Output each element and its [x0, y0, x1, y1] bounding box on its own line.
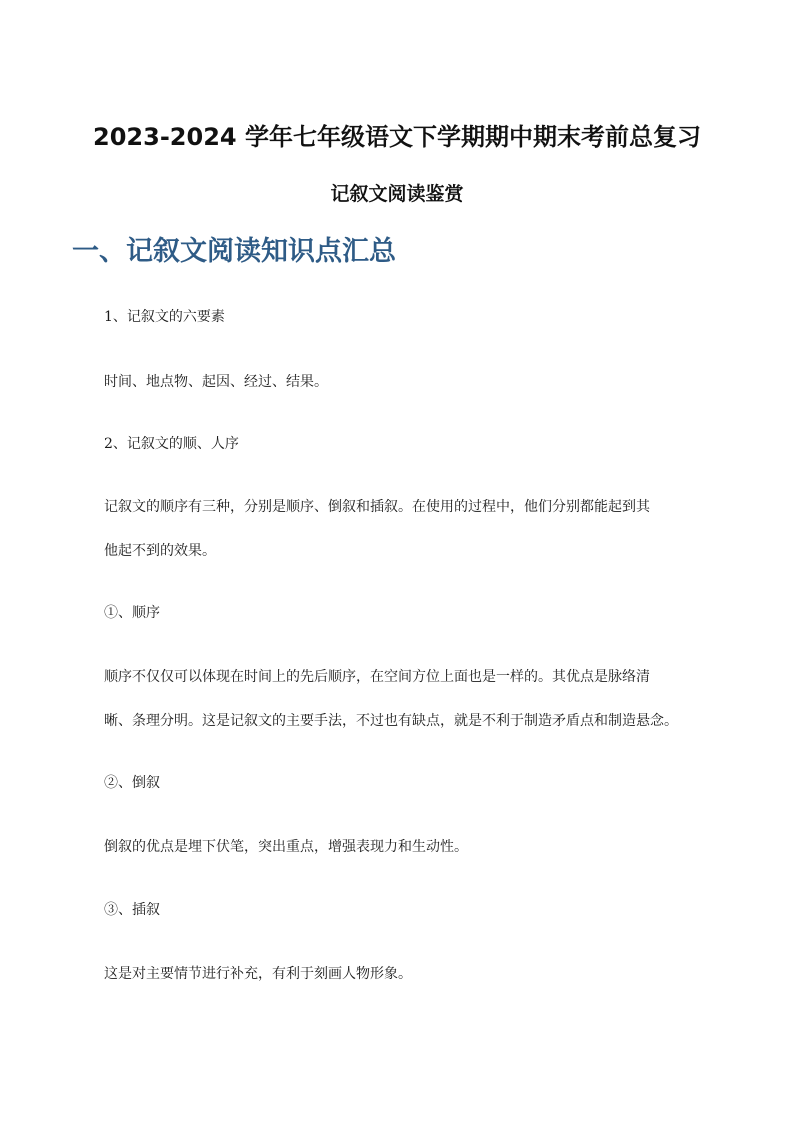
paragraph-line: 他起不到的效果。	[104, 543, 216, 559]
paragraph-line: 倒叙的优点是埋下伏笔，突出重点，增强表现力和生动性。	[104, 839, 468, 855]
section-heading: 一、记叙文阅读知识点汇总	[72, 236, 396, 267]
paragraph-flashback	[104, 837, 720, 857]
paragraph-line: 时间、地点物、起因、经过、结果。	[104, 374, 328, 390]
item-heading-interpolation: ③、插叙	[104, 902, 160, 918]
item-heading-six-elements: 1、记叙文的六要素	[104, 309, 225, 325]
document-subtitle: 记叙文阅读鉴赏	[330, 183, 464, 205]
paragraph-sequential	[104, 667, 720, 731]
item-heading-sequential: ①、顺序	[104, 605, 160, 621]
paragraph-line: 这是对主要情节进行补充，有利于刻画人物形象。	[104, 966, 412, 982]
paragraph-line: 记叙文的顺序有三种，分别是顺序、倒叙和插叙。在使用的过程中，他们分别都能起到其	[104, 499, 650, 515]
paragraph-line: 顺序不仅仅可以体现在时间上的先后顺序，在空间方位上面也是一样的。其优点是脉络清	[104, 669, 650, 685]
paragraph-line: 晰、条理分明。这是记叙文的主要手法，不过也有缺点，就是不利于制造矛盾点和制造悬念。	[104, 713, 678, 729]
item-heading-order: 2、记叙文的顺、人序	[104, 436, 239, 452]
paragraph-interpolation	[104, 964, 720, 984]
paragraph-order	[104, 497, 720, 561]
paragraph-six-elements	[104, 372, 720, 392]
document-title: 2023-2024 学年七年级语文下学期期中期末考前总复习	[93, 123, 701, 151]
item-heading-flashback: ②、倒叙	[104, 775, 160, 791]
